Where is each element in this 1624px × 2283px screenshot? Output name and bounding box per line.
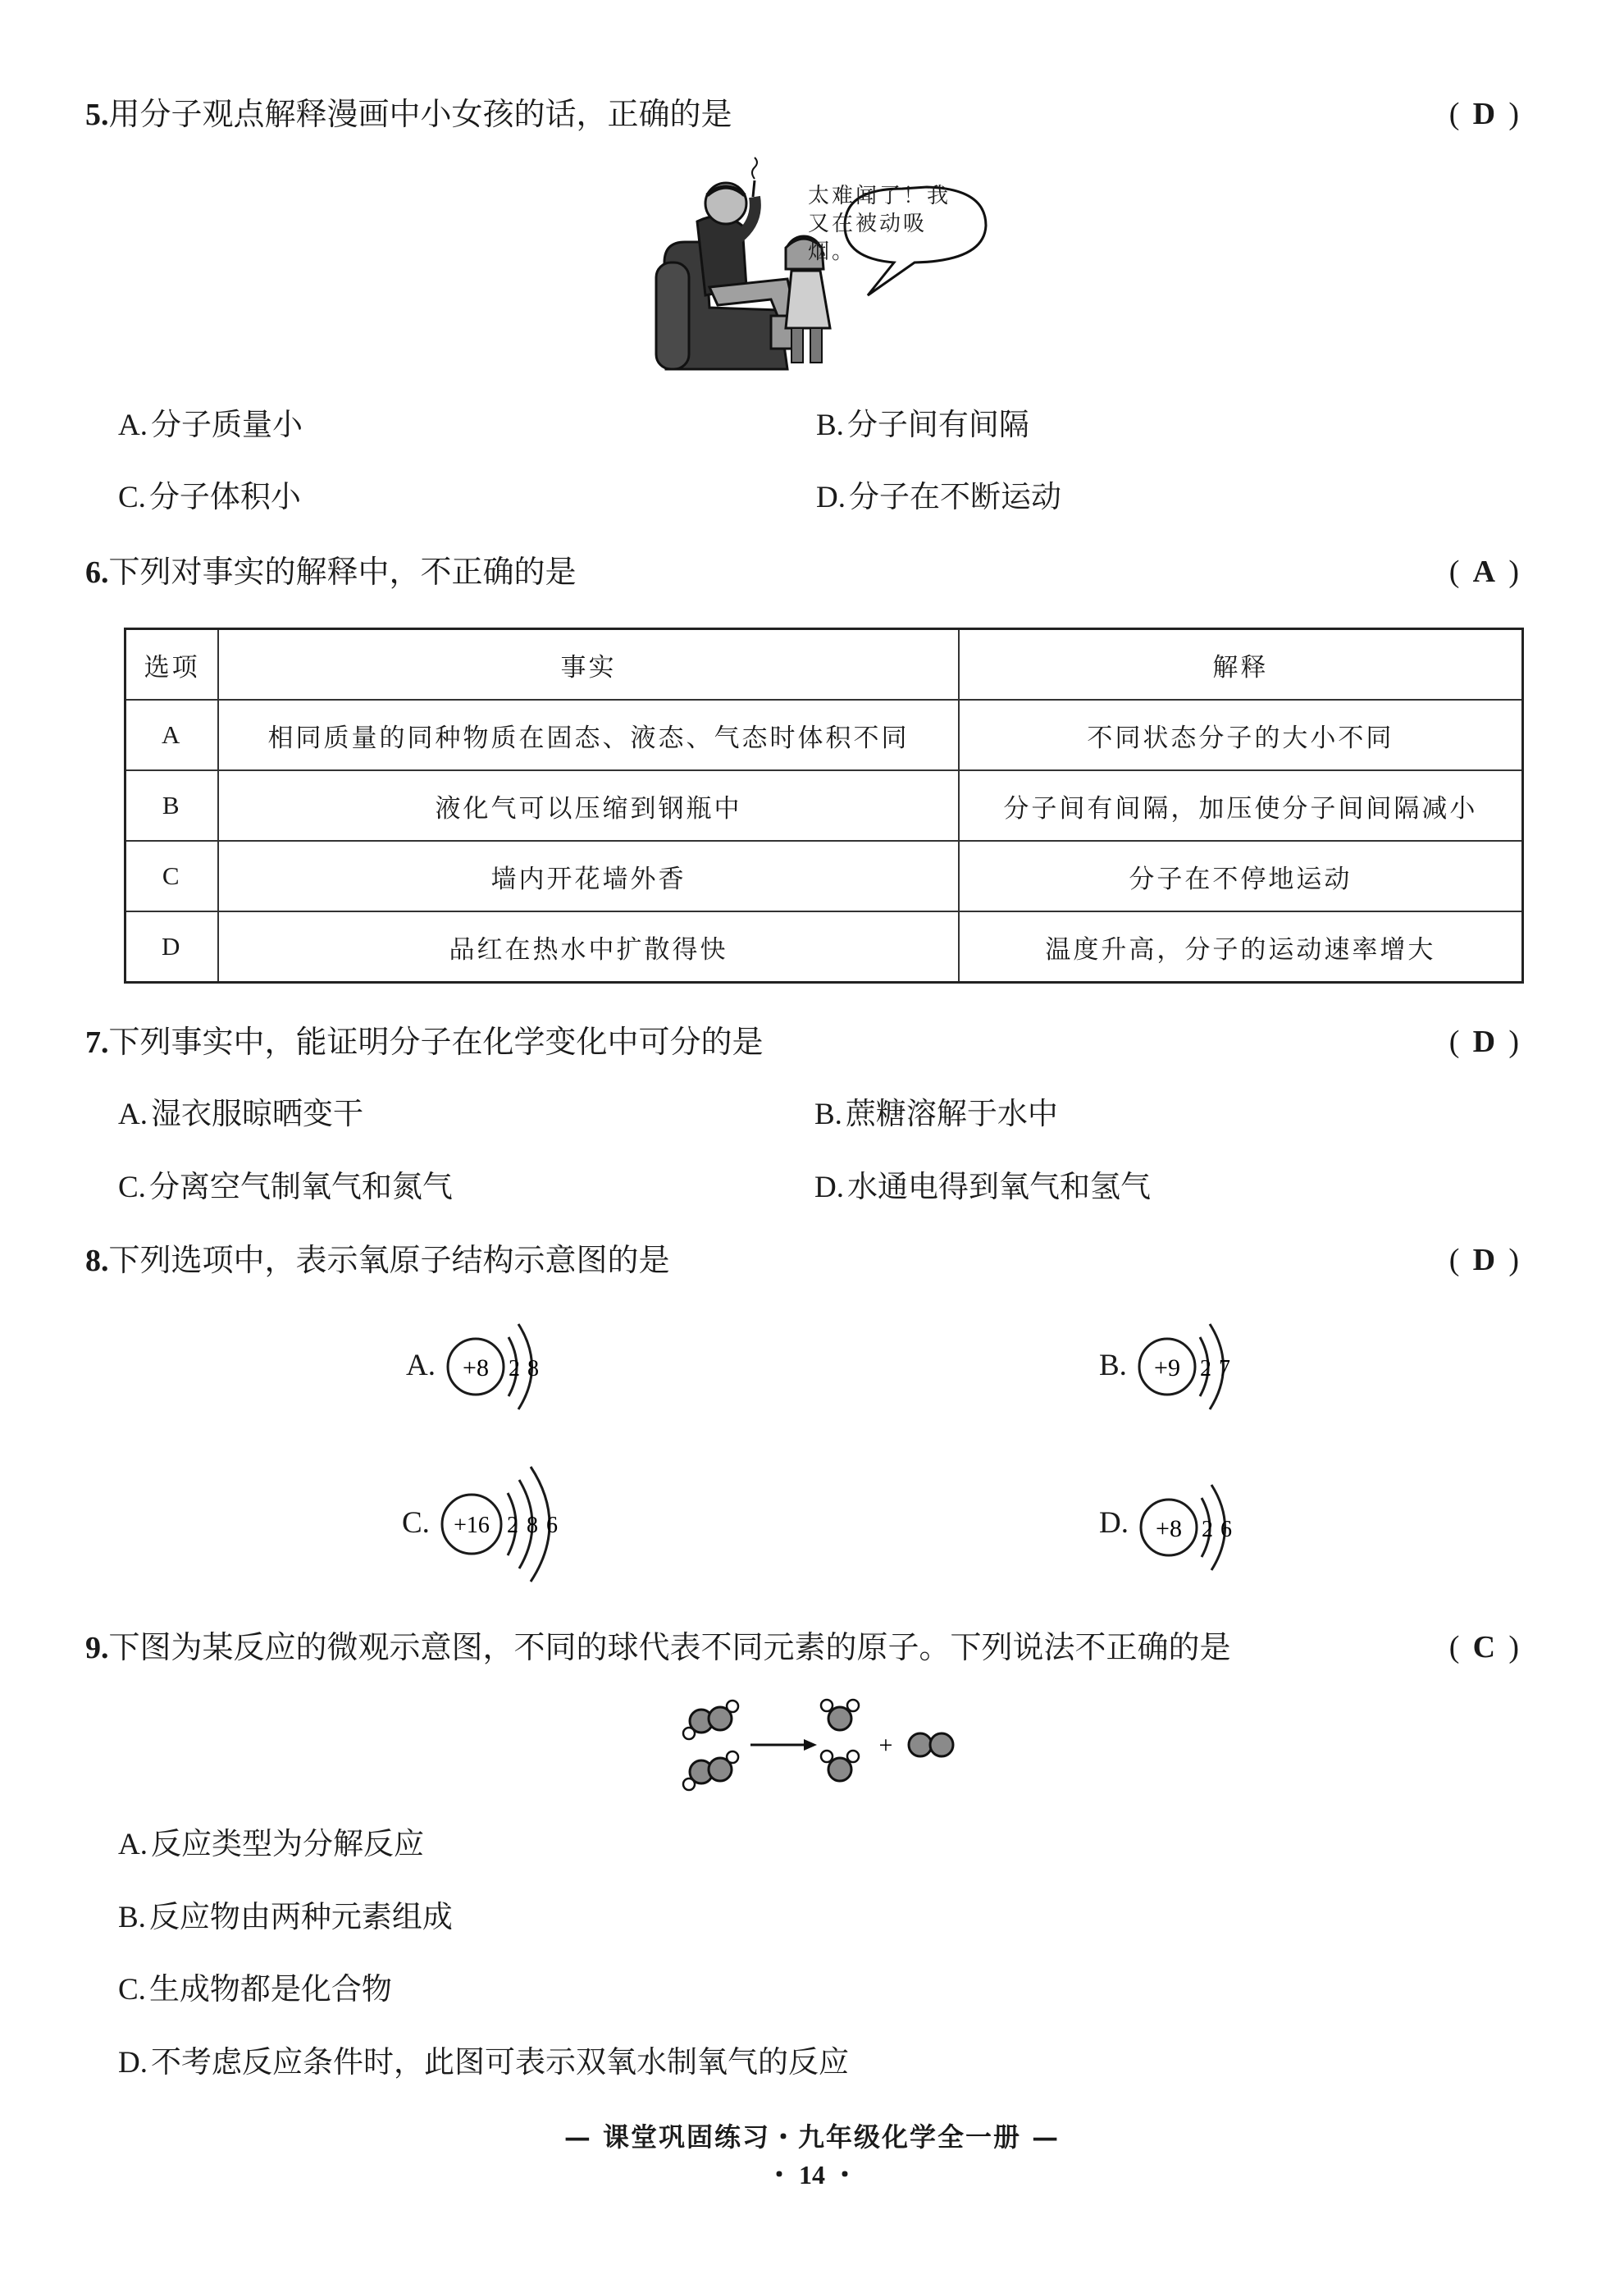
atom-b-nucleus: +9 — [1154, 1354, 1180, 1381]
q5-stem-text: 用分子观点解释漫画中小女孩的话，正确的是 — [108, 96, 732, 132]
q9-answer: ( C ) — [1448, 1630, 1519, 1664]
atom-c-shell-1: 2 — [507, 1513, 518, 1538]
atom-d-label: D. — [1099, 1506, 1129, 1540]
reaction-diagram — [681, 1694, 976, 1801]
q5-answer-letter: D — [1472, 97, 1496, 131]
atom-diagram-b — [1134, 1313, 1257, 1423]
q5-option-c: C. 分子体积小 — [118, 479, 301, 514]
page-number: ・ 14 ・ — [765, 2160, 858, 2189]
q9-option-c: C. 生成物都是化合物 — [118, 1971, 392, 2007]
q8-stem: 8.下列选项中，表示氧原子结构示意图的是 — [85, 1242, 670, 1278]
q5-option-d: D. 分子在不断运动 — [816, 479, 1061, 514]
atom-a-nucleus: +8 — [463, 1354, 489, 1381]
table-row: D 品红在热水中扩散得快 温度升高，分子的运动速率增大 — [125, 911, 1523, 983]
q9-option-b: B. 反应物由两种元素组成 — [118, 1899, 453, 1934]
q7-option-c: C. 分离空气制氧气和氮气 — [118, 1169, 453, 1204]
table-row: C 墙内开花墙外香 分子在不停地运动 — [125, 841, 1523, 911]
plus-sign: + — [878, 1732, 893, 1759]
q7-option-d: D. 水通电得到氧气和氢气 — [814, 1169, 1151, 1204]
table-header-row — [125, 629, 1523, 701]
table-row: B 液化气可以压缩到钢瓶中 分子间有间隔，加压使分子间间隔减小 — [125, 770, 1523, 841]
atom-diagram-c — [439, 1460, 595, 1583]
product-molecule-1 — [821, 1700, 859, 1730]
header-fact: 事实 — [218, 629, 958, 701]
atom-a-shell-1: 2 — [509, 1356, 520, 1381]
product-molecule-2 — [821, 1751, 859, 1781]
speech-line-2: 又在被动吸烟。 — [808, 212, 928, 264]
atom-d-shell-2: 6 — [1220, 1517, 1232, 1542]
q7-answer-letter: D — [1472, 1025, 1496, 1059]
q6-answer-letter: A — [1472, 555, 1496, 589]
q6-answer: ( A ) — [1448, 555, 1519, 589]
atom-c-shell-2: 8 — [527, 1513, 538, 1538]
q6-stem: 6.下列对事实的解释中，不正确的是 — [85, 554, 577, 590]
atom-d-nucleus: +8 — [1156, 1515, 1182, 1542]
q7-answer: ( D ) — [1448, 1025, 1519, 1059]
q8-answer-letter: D — [1472, 1243, 1496, 1277]
q9-option-a: A. 反应类型为分解反应 — [118, 1826, 424, 1861]
q7-stem: 7.下列事实中，能证明分子在化学变化中可分的是 — [85, 1024, 764, 1060]
atom-diagram-a — [443, 1313, 566, 1423]
footer-book-title: — 课堂巩固练习・九年级化学全一册 — — [563, 2121, 1061, 2153]
q9-answer-letter: C — [1472, 1630, 1496, 1664]
atom-b-shell-1: 2 — [1200, 1356, 1211, 1381]
q7-option-a: A. 湿衣服晾晒变干 — [118, 1096, 363, 1131]
q7-option-b: B. 蔗糖溶解于水中 — [814, 1096, 1058, 1131]
speech-line-1: 太难闻了！我 — [808, 184, 951, 208]
q8-answer: ( D ) — [1448, 1243, 1519, 1277]
atom-b-shell-2: 7 — [1219, 1356, 1230, 1381]
atom-c-label: C. — [402, 1506, 430, 1540]
reactant-molecule-1 — [683, 1701, 738, 1739]
header-explanation: 解释 — [959, 629, 1523, 701]
atom-d-shell-1: 2 — [1202, 1517, 1213, 1542]
q5-option-a: A. 分子质量小 — [118, 407, 303, 442]
atom-a-shell-2: 8 — [527, 1356, 539, 1381]
table-row: A 相同质量的同种物质在固态、液态、气态时体积不同 不同状态分子的大小不同 — [125, 700, 1523, 770]
q9-option-d: D. 不考虑反应条件时，此图可表示双氧水制氧气的反应 — [118, 2044, 849, 2080]
reactant-molecule-2 — [683, 1751, 738, 1790]
product-molecule-3 — [909, 1733, 953, 1756]
q9-stem: 9.下图为某反应的微观示意图，不同的球代表不同元素的原子。下列说法不正确的是 — [85, 1629, 1231, 1665]
atom-diagram-d — [1136, 1468, 1259, 1583]
header-option: 选项 — [125, 629, 219, 701]
q6-facts-table — [124, 628, 1524, 984]
speech-bubble-text — [808, 182, 972, 266]
atom-c-nucleus: +16 — [454, 1513, 490, 1538]
q5-stem — [85, 95, 732, 134]
atom-a-label: A. — [406, 1349, 436, 1382]
q5-number: 5. — [85, 98, 109, 132]
q5-answer: ( D ) — [1448, 97, 1519, 131]
q5-option-b: B. 分子间有间隔 — [816, 407, 1029, 442]
atom-b-label: B. — [1099, 1349, 1127, 1382]
atom-c-shell-3: 6 — [546, 1513, 558, 1538]
